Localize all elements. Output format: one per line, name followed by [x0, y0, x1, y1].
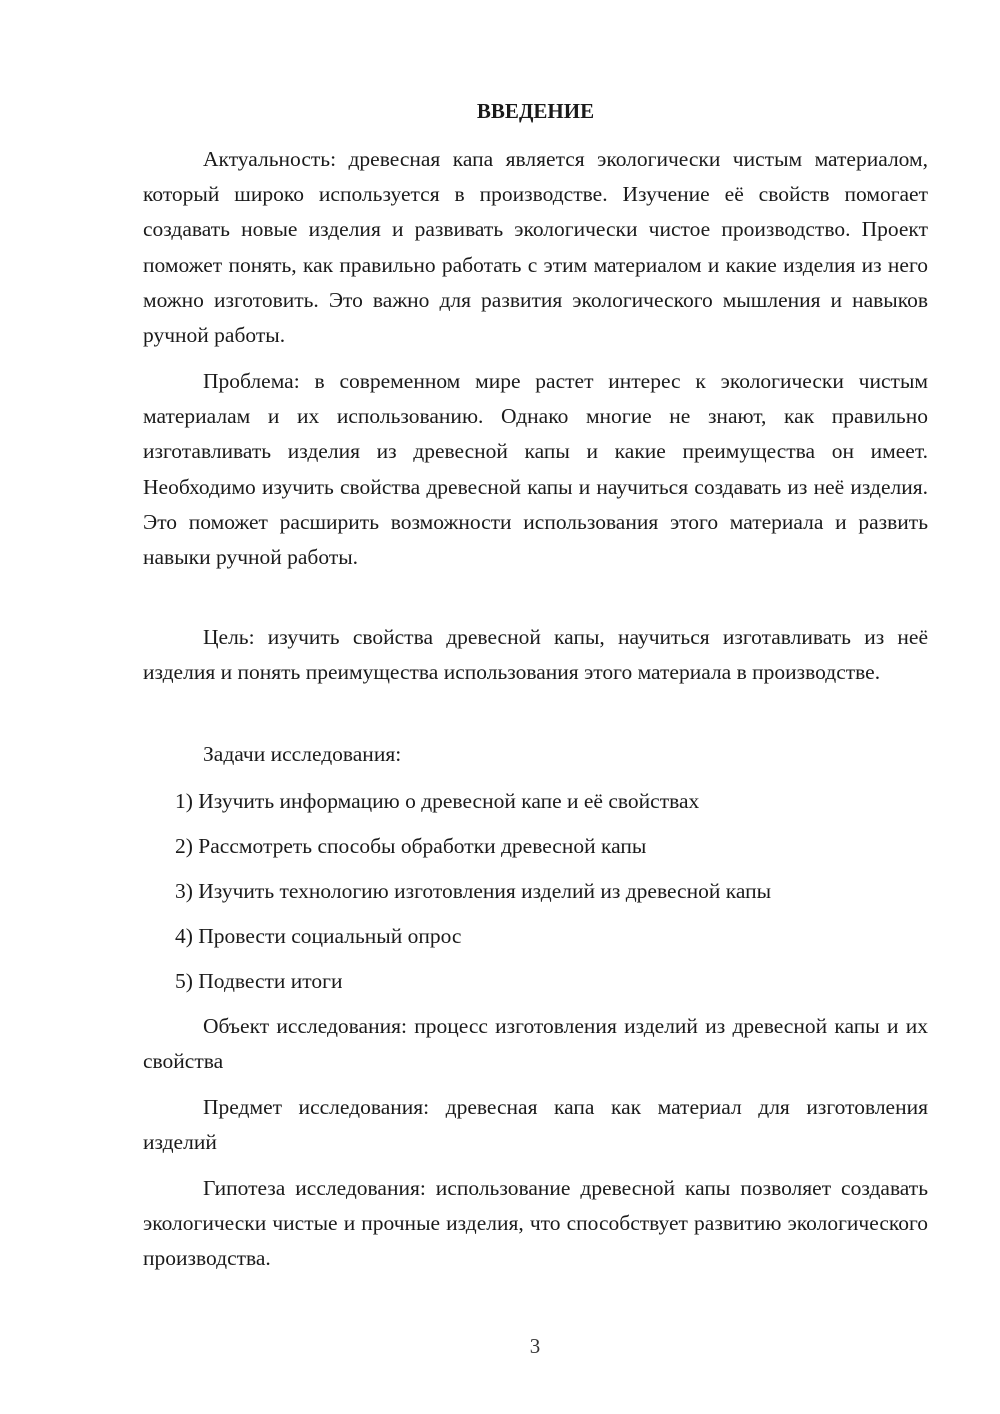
- task-item-2: 2) Рассмотреть способы обработки древесной капы: [175, 834, 647, 858]
- page-number: 3: [529, 1334, 541, 1358]
- task-item-5: 5) Подвести итоги: [175, 969, 343, 993]
- object-paragraph: Объект исследования: процесс изготовления изделий из древесной капы и их свойства: [143, 1014, 928, 1074]
- subject-paragraph: Предмет исследования: древесная капа как материал для изготовления изделий: [143, 1095, 928, 1155]
- tasks-heading: Задачи исследования:: [203, 742, 402, 766]
- task-item-1: 1) Изучить информацию о древесной капе и её свойствах: [175, 789, 700, 813]
- hypothesis-paragraph: Гипотеза исследования: использование древесной капы позволяет создавать экологически чистые и прочные изделия, что способствует развитию экологического производства.: [143, 1176, 928, 1271]
- relevance-paragraph: Актуальность: древесная капа является экологически чистым материалом, который широко используется в производстве. Изучение её свойств помогает создавать новые изделия и развивать экологически чистое производство. Проект поможет понять, как правильно работать с этим материалом и какие изделия из него можно изготовить. Это важно для развития экологического мышления и навыков ручной работы.: [143, 147, 928, 348]
- goal-paragraph: Цель: изучить свойства древесной капы, научиться изготавливать из неё изделия и понять преимущества использования этого материала в производстве.: [143, 625, 928, 685]
- task-item-3: 3) Изучить технологию изготовления изделий из древесной капы: [175, 879, 772, 903]
- section-heading: ВВЕДЕНИЕ: [476, 99, 595, 123]
- task-item-4: 4) Провести социальный опрос: [175, 924, 462, 948]
- problem-paragraph: Проблема: в современном мире растет интерес к экологически чистым материалам и их использованию. Однако многие не знают, как правильно изготавливать изделия из древесной капы и какие преимущества он имеет. Необходимо изучить свойства древесной капы и научиться создавать из неё изделия. Это поможет расширить возможности использования этого материала и развить навыки ручной работы.: [143, 369, 928, 570]
